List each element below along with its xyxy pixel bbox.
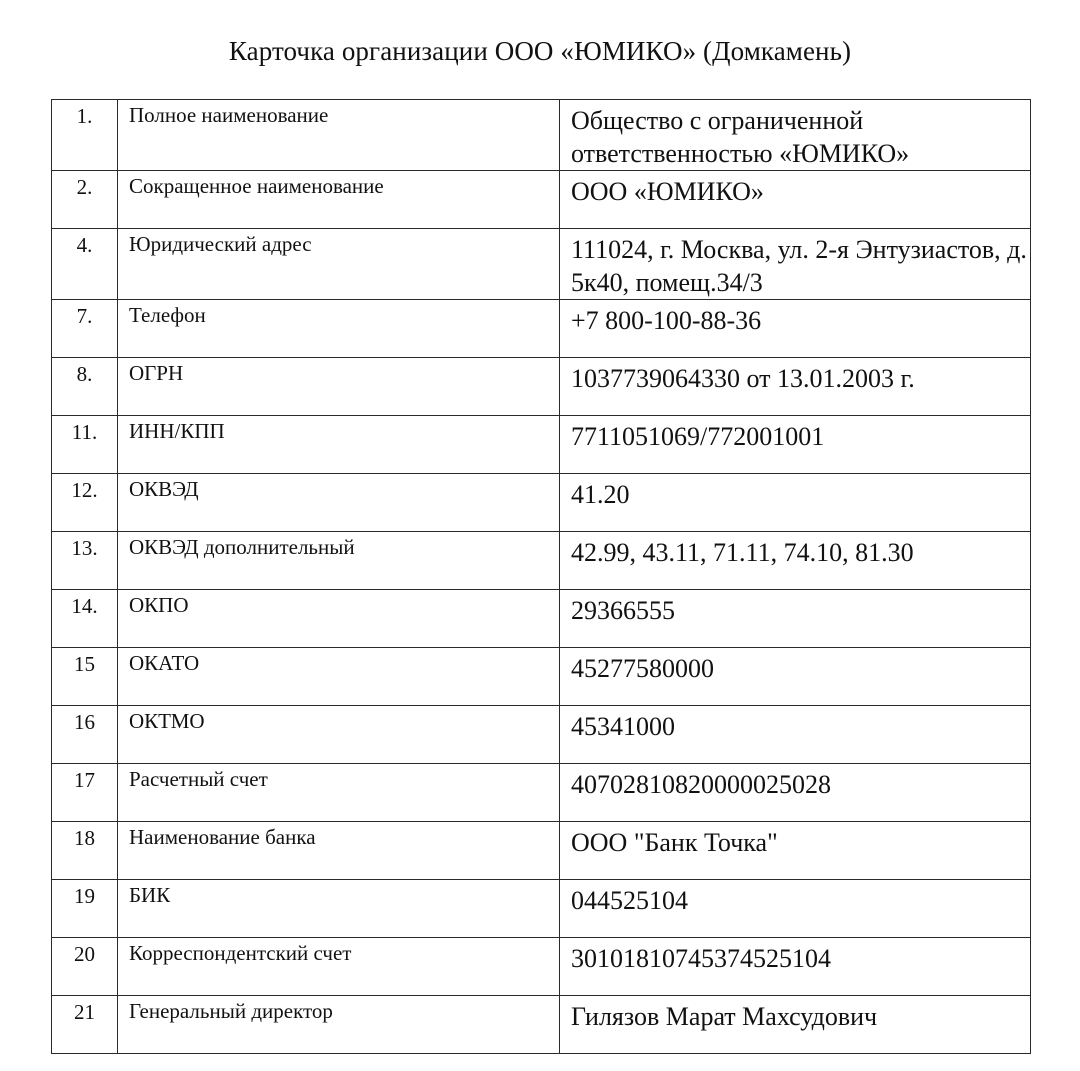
row-label: Расчетный счет	[118, 764, 560, 822]
row-number: 19	[52, 880, 118, 938]
organization-card-table	[51, 99, 1031, 1054]
table-row	[52, 706, 1031, 764]
row-label: Сокращенное наименование	[118, 171, 560, 229]
table-row	[52, 300, 1031, 358]
row-label: БИК	[118, 880, 560, 938]
row-number: 17	[52, 764, 118, 822]
row-value: 044525104	[560, 880, 1031, 938]
table-row	[52, 822, 1031, 880]
row-number: 2.	[52, 171, 118, 229]
row-number: 14.	[52, 590, 118, 648]
row-value: 7711051069/772001001	[560, 416, 1031, 474]
row-label: Наименование банка	[118, 822, 560, 880]
table-row	[52, 764, 1031, 822]
row-value: 30101810745374525104	[560, 938, 1031, 996]
row-value: 111024, г. Москва, ул. 2-я Энтузиастов, д. 5к40, помещ.34/3	[560, 229, 1031, 300]
row-number: 18	[52, 822, 118, 880]
row-label: ИНН/КПП	[118, 416, 560, 474]
row-label: Телефон	[118, 300, 560, 358]
row-label: Корреспондентский счет	[118, 938, 560, 996]
row-number: 1.	[52, 100, 118, 171]
table-row	[52, 590, 1031, 648]
row-label: ОКВЭД дополнительный	[118, 532, 560, 590]
table-row	[52, 474, 1031, 532]
row-number: 15	[52, 648, 118, 706]
table-row	[52, 532, 1031, 590]
table-row	[52, 358, 1031, 416]
row-value: ООО «ЮМИКО»	[560, 171, 1031, 229]
row-value: 1037739064330 от 13.01.2003 г.	[560, 358, 1031, 416]
row-number: 4.	[52, 229, 118, 300]
row-number: 13.	[52, 532, 118, 590]
row-label: Полное наименование	[118, 100, 560, 171]
row-value: 29366555	[560, 590, 1031, 648]
row-number: 12.	[52, 474, 118, 532]
row-value: 45341000	[560, 706, 1031, 764]
row-number: 8.	[52, 358, 118, 416]
table-row	[52, 416, 1031, 474]
table-row	[52, 880, 1031, 938]
row-value: Общество с ограниченной ответственностью «ЮМИКО»	[560, 100, 1031, 171]
row-value: 41.20	[560, 474, 1031, 532]
table-row	[52, 229, 1031, 300]
row-value: Гилязов Марат Махсудович	[560, 996, 1031, 1054]
row-number: 7.	[52, 300, 118, 358]
row-value: +7 800-100-88-36	[560, 300, 1031, 358]
table-row	[52, 100, 1031, 171]
row-label: ОКАТО	[118, 648, 560, 706]
row-value: 40702810820000025028	[560, 764, 1031, 822]
row-label: ОКВЭД	[118, 474, 560, 532]
row-label: ОКТМО	[118, 706, 560, 764]
row-label: Генеральный директор	[118, 996, 560, 1054]
row-label: ОГРН	[118, 358, 560, 416]
table-row	[52, 648, 1031, 706]
table-row	[52, 996, 1031, 1054]
row-number: 21	[52, 996, 118, 1054]
table-row	[52, 171, 1031, 229]
row-number: 20	[52, 938, 118, 996]
table-row	[52, 938, 1031, 996]
row-value: 42.99, 43.11, 71.11, 74.10, 81.30	[560, 532, 1031, 590]
row-value: ООО "Банк Точка"	[560, 822, 1031, 880]
row-label: ОКПО	[118, 590, 560, 648]
document-title: Карточка организации ООО «ЮМИКО» (Домкамень)	[228, 36, 852, 66]
row-number: 16	[52, 706, 118, 764]
row-value: 45277580000	[560, 648, 1031, 706]
row-label: Юридический адрес	[118, 229, 560, 300]
row-number: 11.	[52, 416, 118, 474]
